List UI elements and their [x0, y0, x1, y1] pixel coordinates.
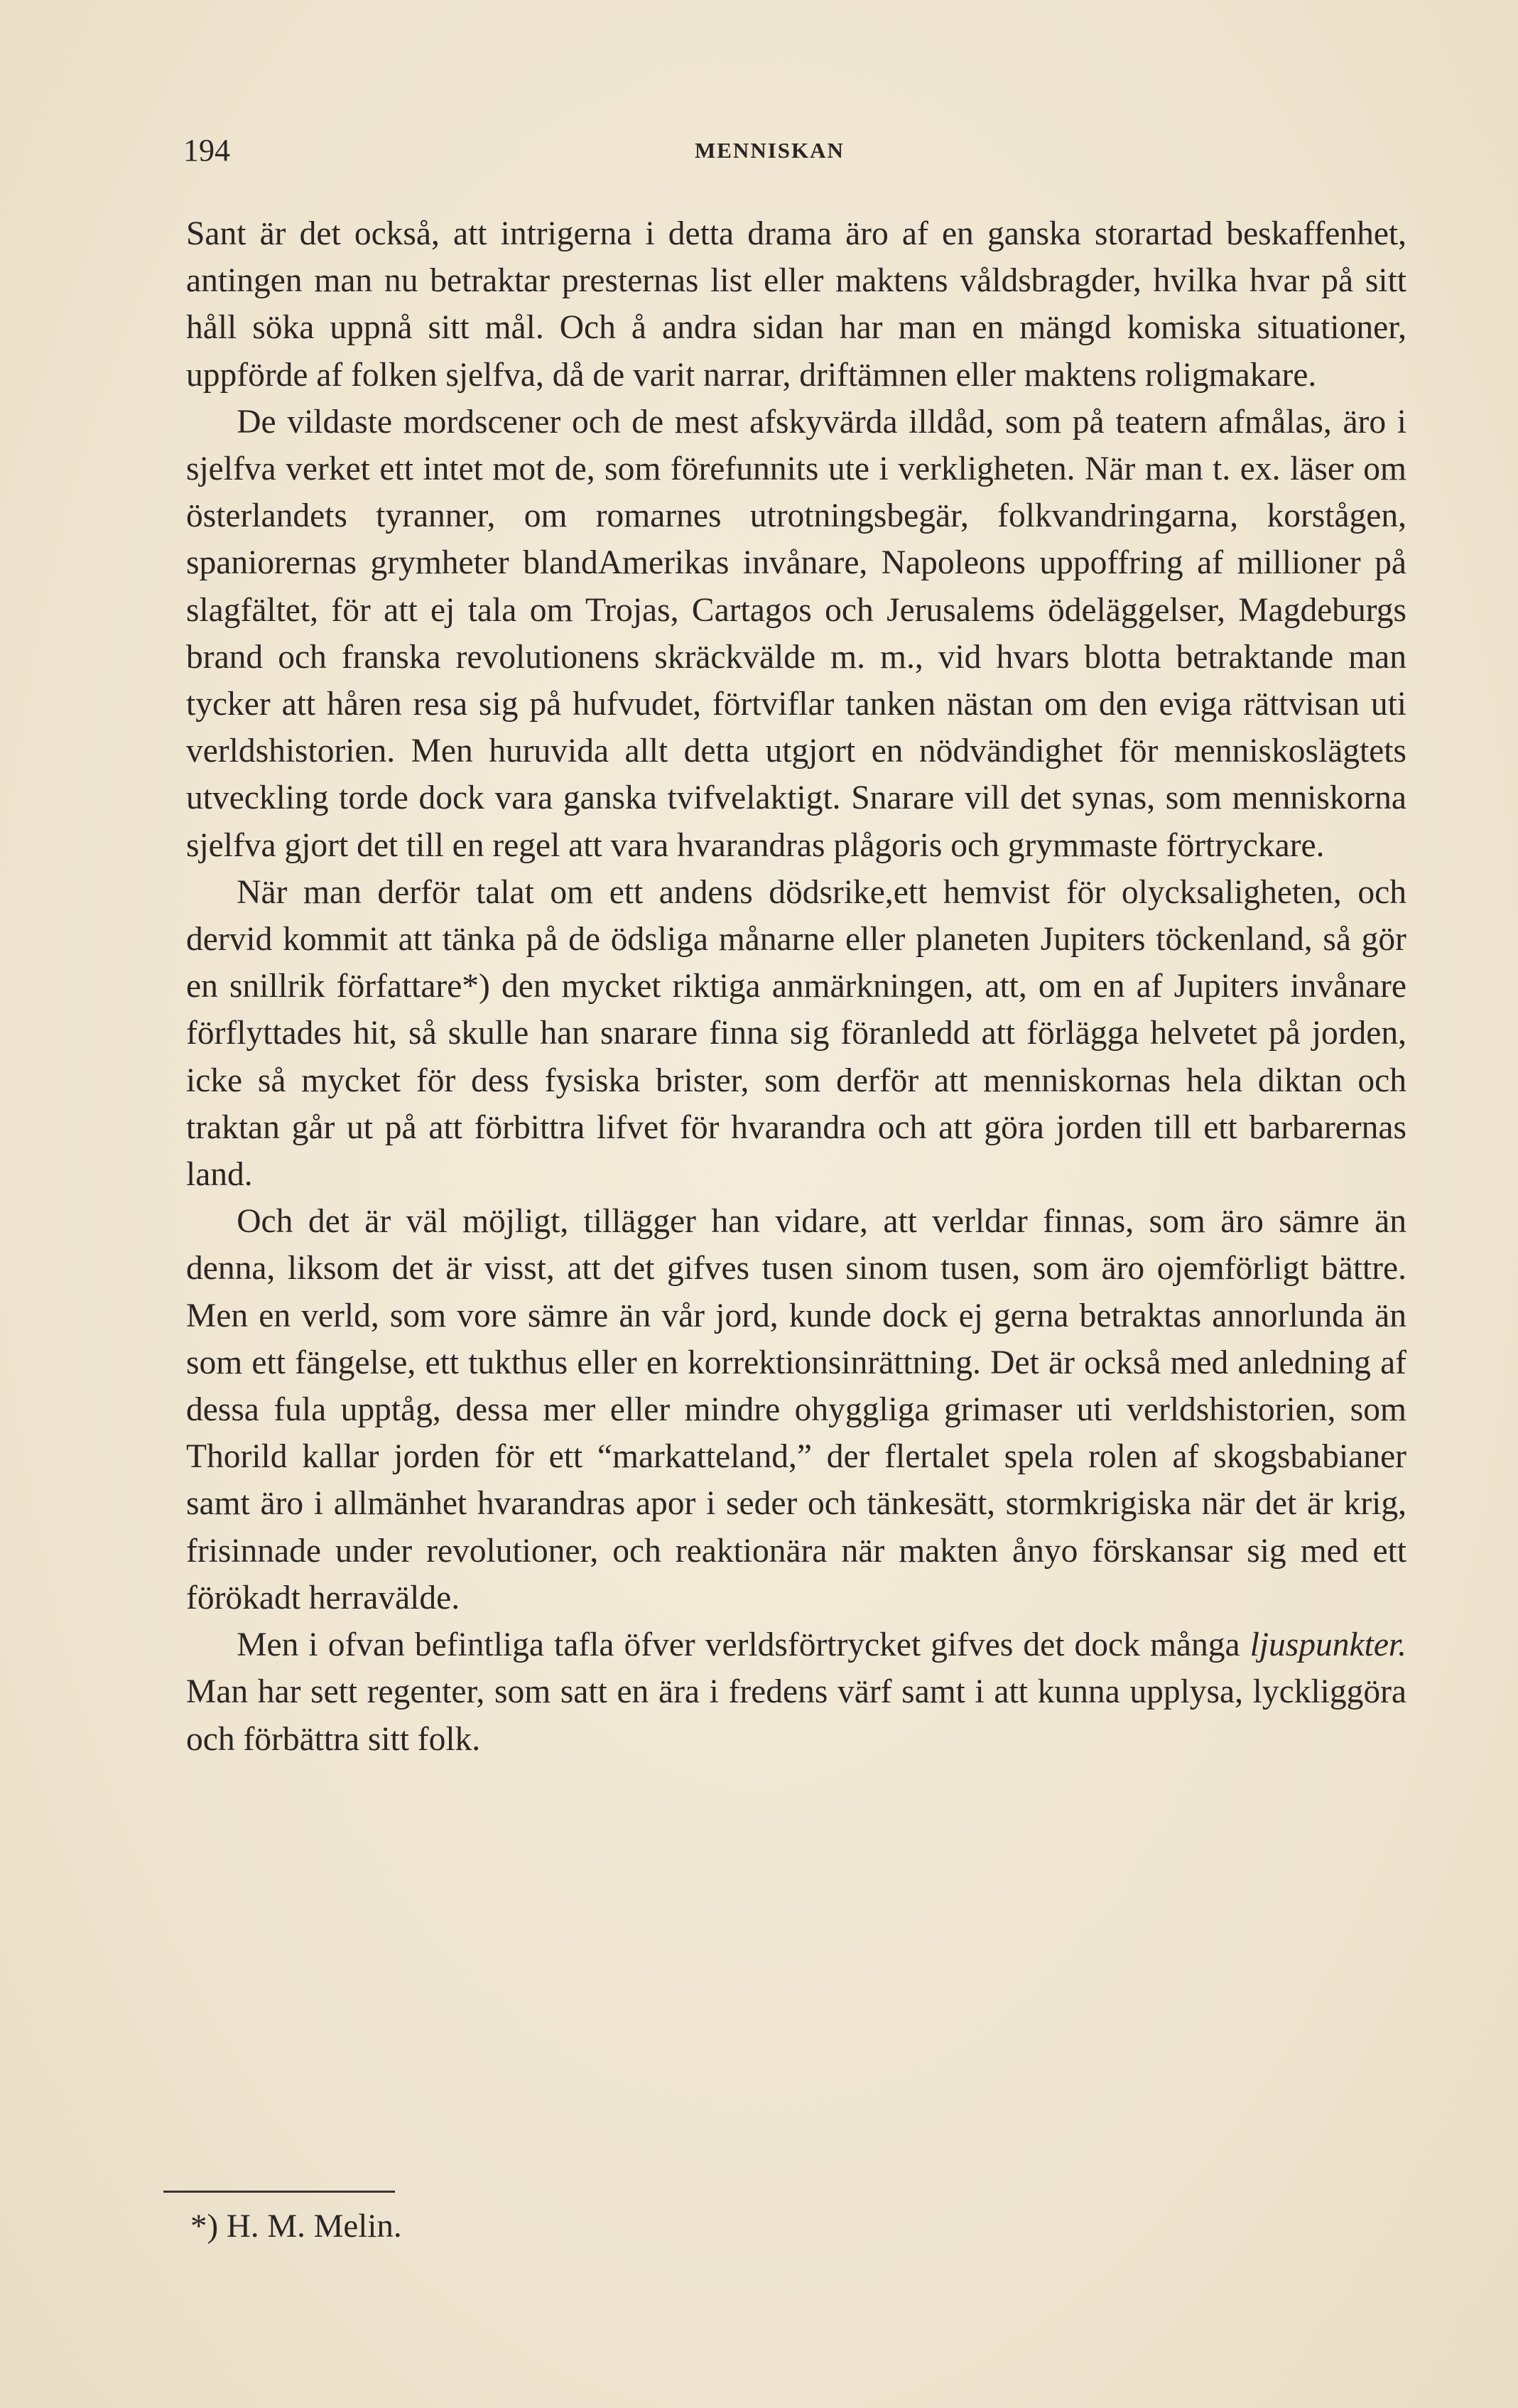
emphasized-word: ljuspunkter. — [1249, 1626, 1406, 1664]
paragraph: Sant är det också, att intrigerna i detta drama äro af en ganska storartad beskaffenhet, antingen man nu betraktar presternas list eller maktens våldsbragder, hvilka hvar på sitt håll söka uppnå sitt mål. Och å andra sidan har man en mängd komiska situationer, uppförde af folken sjelfva, då de varit narrar, driftämnen eller maktens roligmakare. — [186, 215, 1406, 394]
footnote: *) H. M. Melin. — [190, 2208, 402, 2245]
page-number: 194 — [183, 133, 230, 168]
paragraph: Och det är väl möjligt, tillägger han vidare, att verldar finnas, som äro sämre än denna, liksom det är visst, att det gifves tusen sinom tusen, som äro ojemförligt bättre. Men en verld, som vore sämre än vår jord, kunde dock ej gerna betraktas annorlunda än som ett fängelse, ett tukthus eller en korrektionsinrättning. Det är också med anledning af dessa fula upptåg, dessa mer eller mindre ohyggliga grimaser uti verldshistorien, som Thorild kallar jorden för ett “markatteland,” der flertalet spela rolen af skogsbabianer samt äro i allmänhet hvarandras apor i seder och tänkesätt, stormkrigiska när det är krig, frisinnade under revolutioner, och reaktionära när makten ånyo förskansar sig med ett förökadt herravälde. — [186, 1203, 1406, 1616]
paragraph: De vildaste mordscener och de mest afskyvärda illdåd, som på teatern afmålas, äro i sjelfva verket ett intet mot de, som förefunnits ute i verkligheten. När man t. ex. läser om österlandets tyranner, om romarnes utrotningsbegär, folkvandringarna, korstågen, spaniorernas grymheter blandAmerikas invånare, Napoleons uppoffring af millioner på slagfältet, för att ej tala om Trojas, Cartagos och Jerusalems ödeläggelser, Magdeburgs brand och franska revolutionens skräckvälde m. m., vid hvars blotta betraktande man tycker att håren resa sig på hufvudet, förtviflar tanken nästan om den eviga rättvisan uti verldshistorien. Men huruvida allt detta utgjort en nödvändighet för menniskoslägtets utveckling torde dock vara ganska tvifvelaktigt. Snarare vill det synas, som menniskorna sjelfva gjort det till en regel att vara hvarandras plågoris och grymmaste förtryckare. — [186, 403, 1406, 864]
footnote-rule — [163, 2191, 395, 2193]
paragraph: Men i ofvan befintliga tafla öfver verldsförtrycket gifves det dock många ljuspunkter. Man har sett regenter, som satt en ära i fredens värf samt i att kunna upplysa, lyckliggöra och förbättra sitt folk. — [186, 1626, 1406, 1758]
running-head — [183, 132, 1462, 175]
running-title: MENNISKAN — [695, 138, 845, 163]
paragraph: När man derför talat om ett andens dödsrike,ett hemvist för olycksaligheten, och dervid kommit att tänka på de ödsliga månarne eller planeten Jupiters töckenland, så gör en snillrik författare*) den mycket riktiga anmärkningen, att, om en af Jupiters invånare förflyttades hit, så skulle han snarare finna sig föranledd att förlägga helvetet på jorden, icke så mycket för dess fysiska brister, som derför att menniskornas hela diktan och traktan går ut på att förbittra lifvet för hvarandra och att göra jorden till ett barbarernas land. — [186, 873, 1406, 1194]
body-text — [186, 210, 1406, 1763]
